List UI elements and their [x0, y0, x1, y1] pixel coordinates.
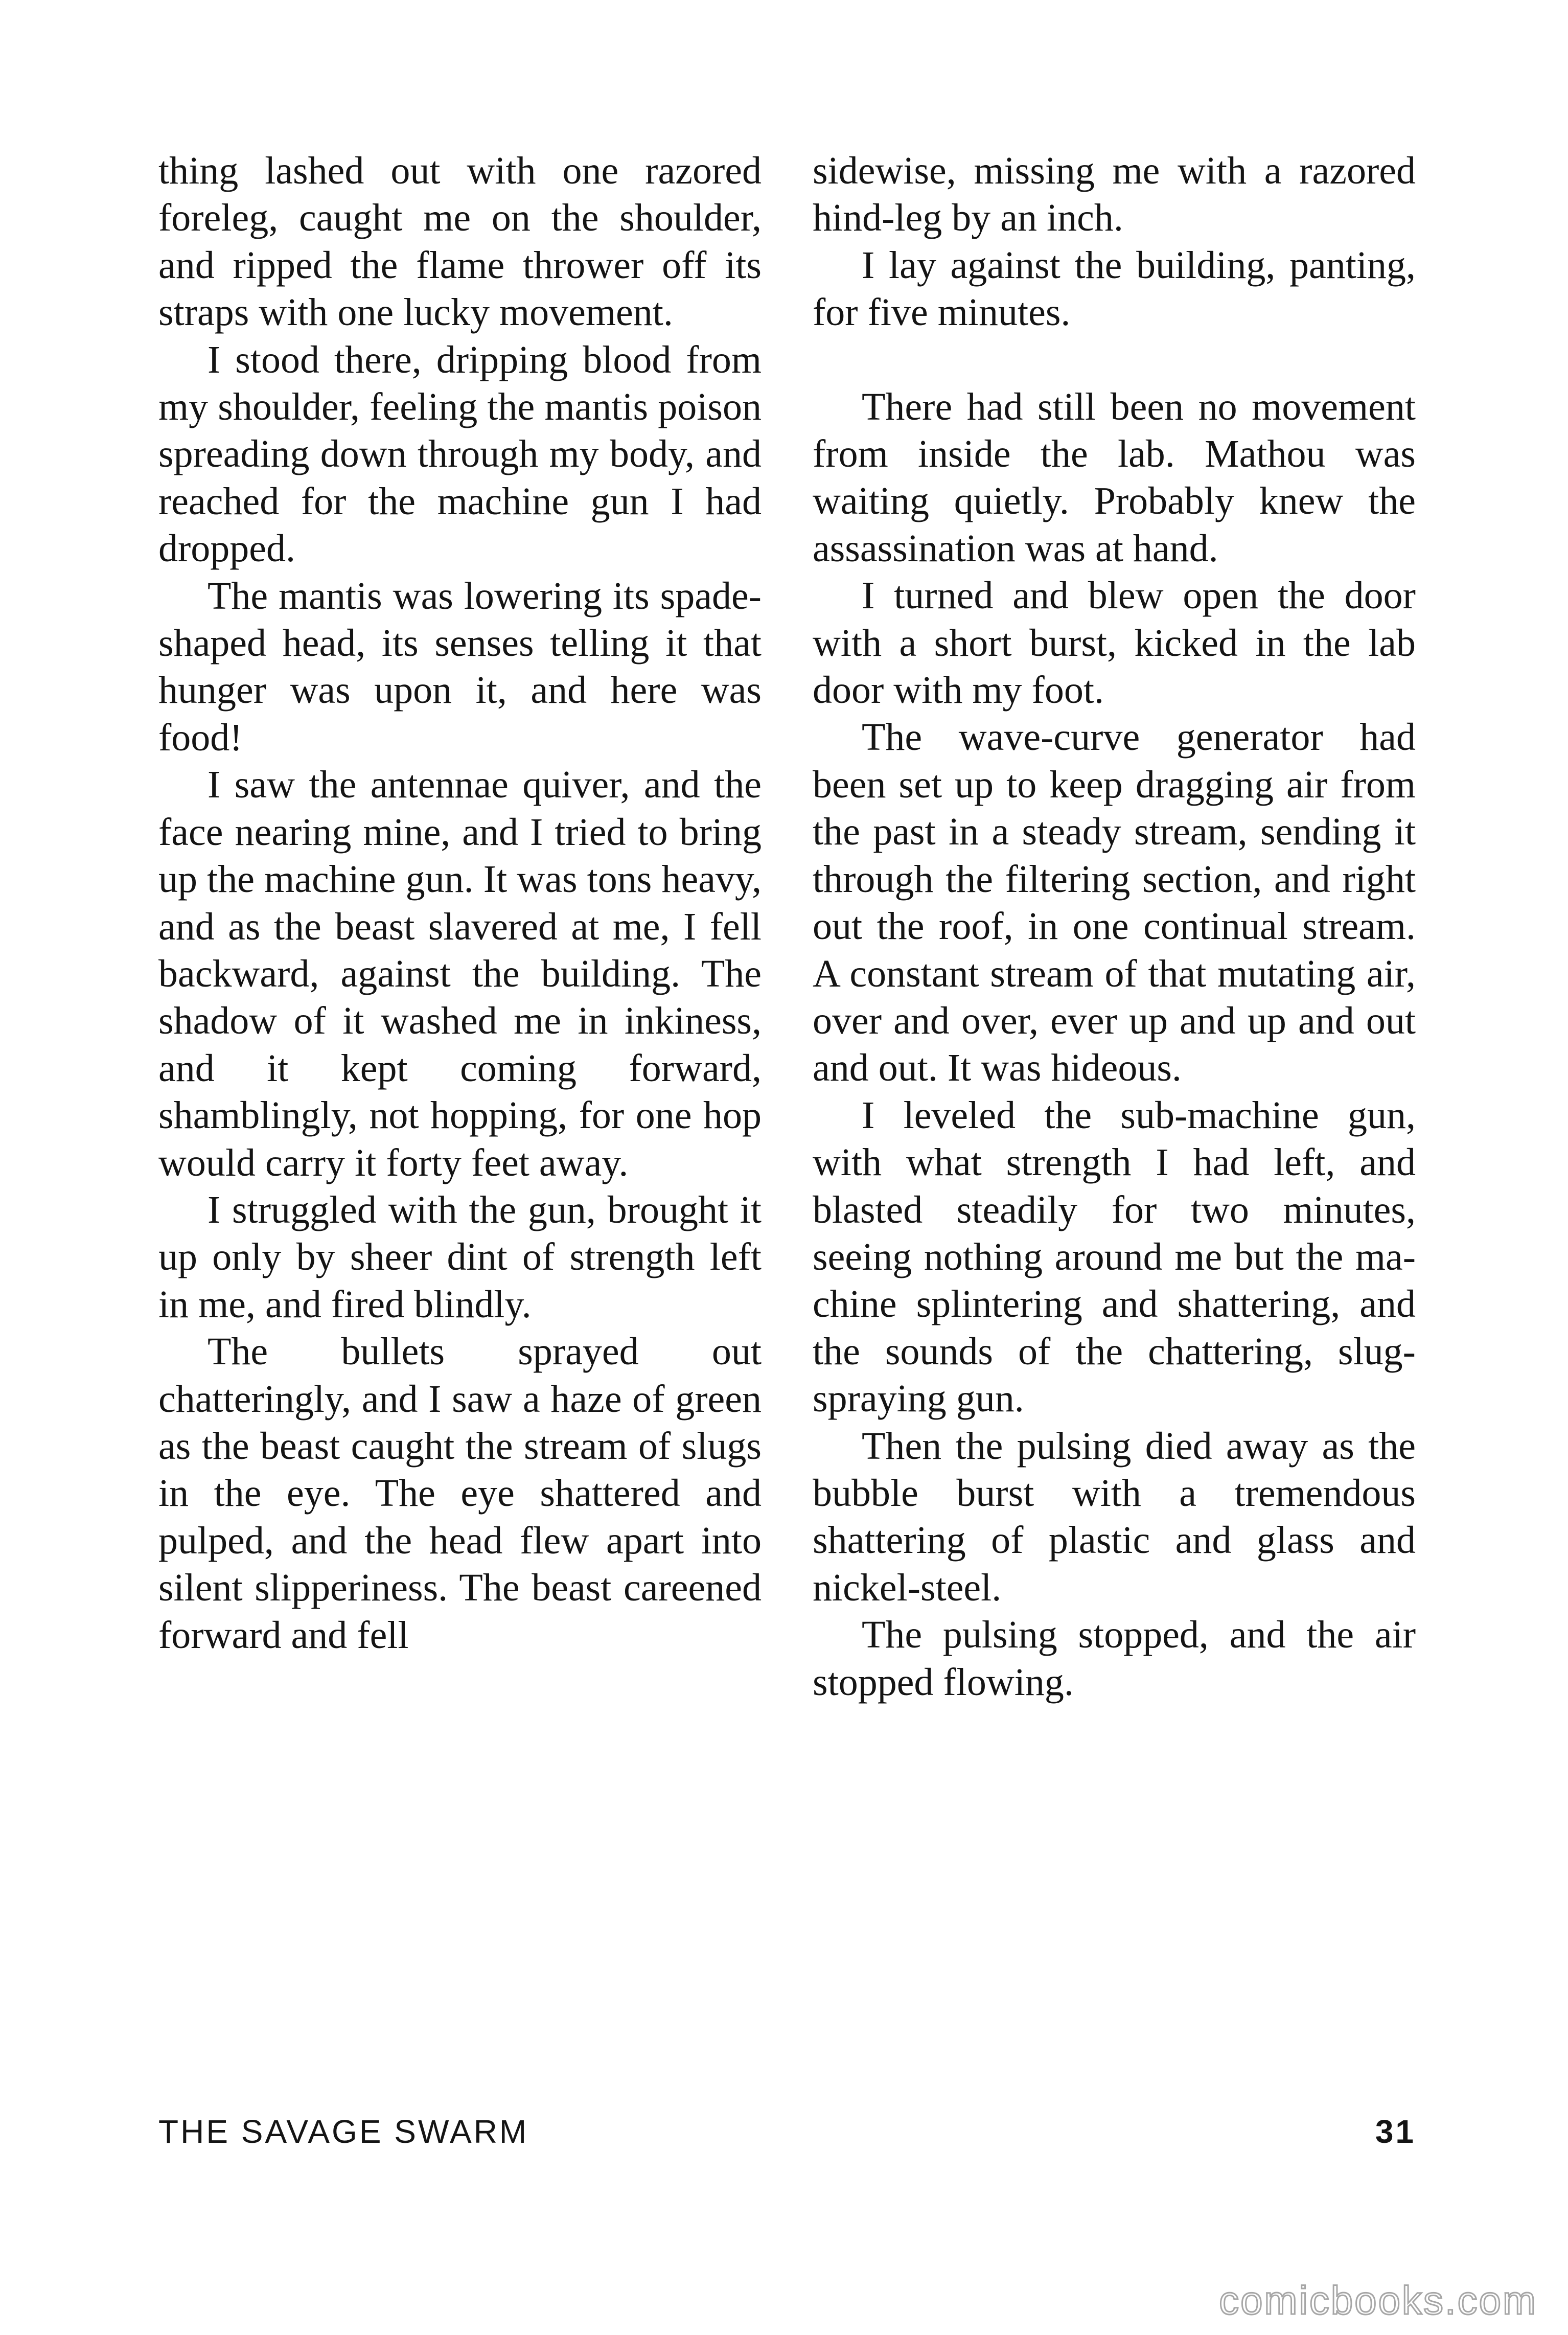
page-number: 31	[1375, 2113, 1416, 2150]
right-text-column	[813, 147, 1416, 1706]
running-title: THE SAVAGE SWARM	[158, 2113, 529, 2150]
paragraph: I lay against the building, panting, for five minutes.	[813, 243, 1416, 334]
section-break	[813, 336, 1416, 383]
paragraph: I stood there, dripping blood from my shoulder, feeling the mantis poison spreading down through my body, and reached for the machine gun I had dropped.	[158, 338, 762, 570]
paragraph: The wave-curve generator had been set up to keep dragging air from the past in a steady stream, sending it through the filtering section, and right out the roof, in one continual stream. A constant stream of that mutating air, over and over, ever up and up and out and out. It was hideous.	[813, 716, 1416, 1090]
paragraph: There had still been no movement from inside the lab. Mathou was waiting quietly. Probably knew the assassination was at hand.	[813, 385, 1416, 570]
page-footer	[158, 2109, 1416, 2155]
paragraph: I saw the antennae quiver, and the face nearing mine, and I tried to bring up the machine gun. It was tons heavy, and as the beast slavered at me, I fell backward, against the building. The shadow of it washed me in inkiness, and it kept coming forward, shamblingly, not hopping, for one hop would carry it forty feet away.	[158, 763, 762, 1184]
paragraph: The pulsing stopped, and the air stopped flowing.	[813, 1613, 1416, 1704]
left-text-column	[158, 147, 762, 1659]
paragraph: The mantis was lowering its spade-shaped head, its senses telling it that hunger was upon it, and here was food!	[158, 574, 762, 759]
paragraph: sidewise, missing me with a razored hind-leg by an inch.	[813, 149, 1416, 240]
paragraph: The bullets sprayed out chatteringly, and I saw a haze of green as the beast caught the stream of slugs in the eye. The eye shattered and pulped, and the head flew apart into silent slipperiness. The beast careened forward and fell	[158, 1330, 762, 1657]
paragraph: thing lashed out with one razored foreleg, caught me on the shoulder, and ripped the flame thrower off its straps with one lucky movement.	[158, 149, 762, 334]
paragraph: I turned and blew open the door with a short burst, kicked in the lab door with my foot.	[813, 574, 1416, 712]
paragraph: Then the pulsing died away as the bubble burst with a tremendous shattering of plastic and glass and nickel-steel.	[813, 1424, 1416, 1609]
paragraph: I struggled with the gun, brought it up only by sheer dint of strength left in me, and fired blindly.	[158, 1188, 762, 1326]
paragraph: I leveled the sub-machine gun, with what strength I had left, and blasted steadily for two minutes, seeing nothing around me but the machine splintering and shattering, and the sounds of the chattering, slug-spraying gun.	[813, 1093, 1416, 1421]
site-watermark: comicbooks.com	[1219, 2278, 1537, 2323]
